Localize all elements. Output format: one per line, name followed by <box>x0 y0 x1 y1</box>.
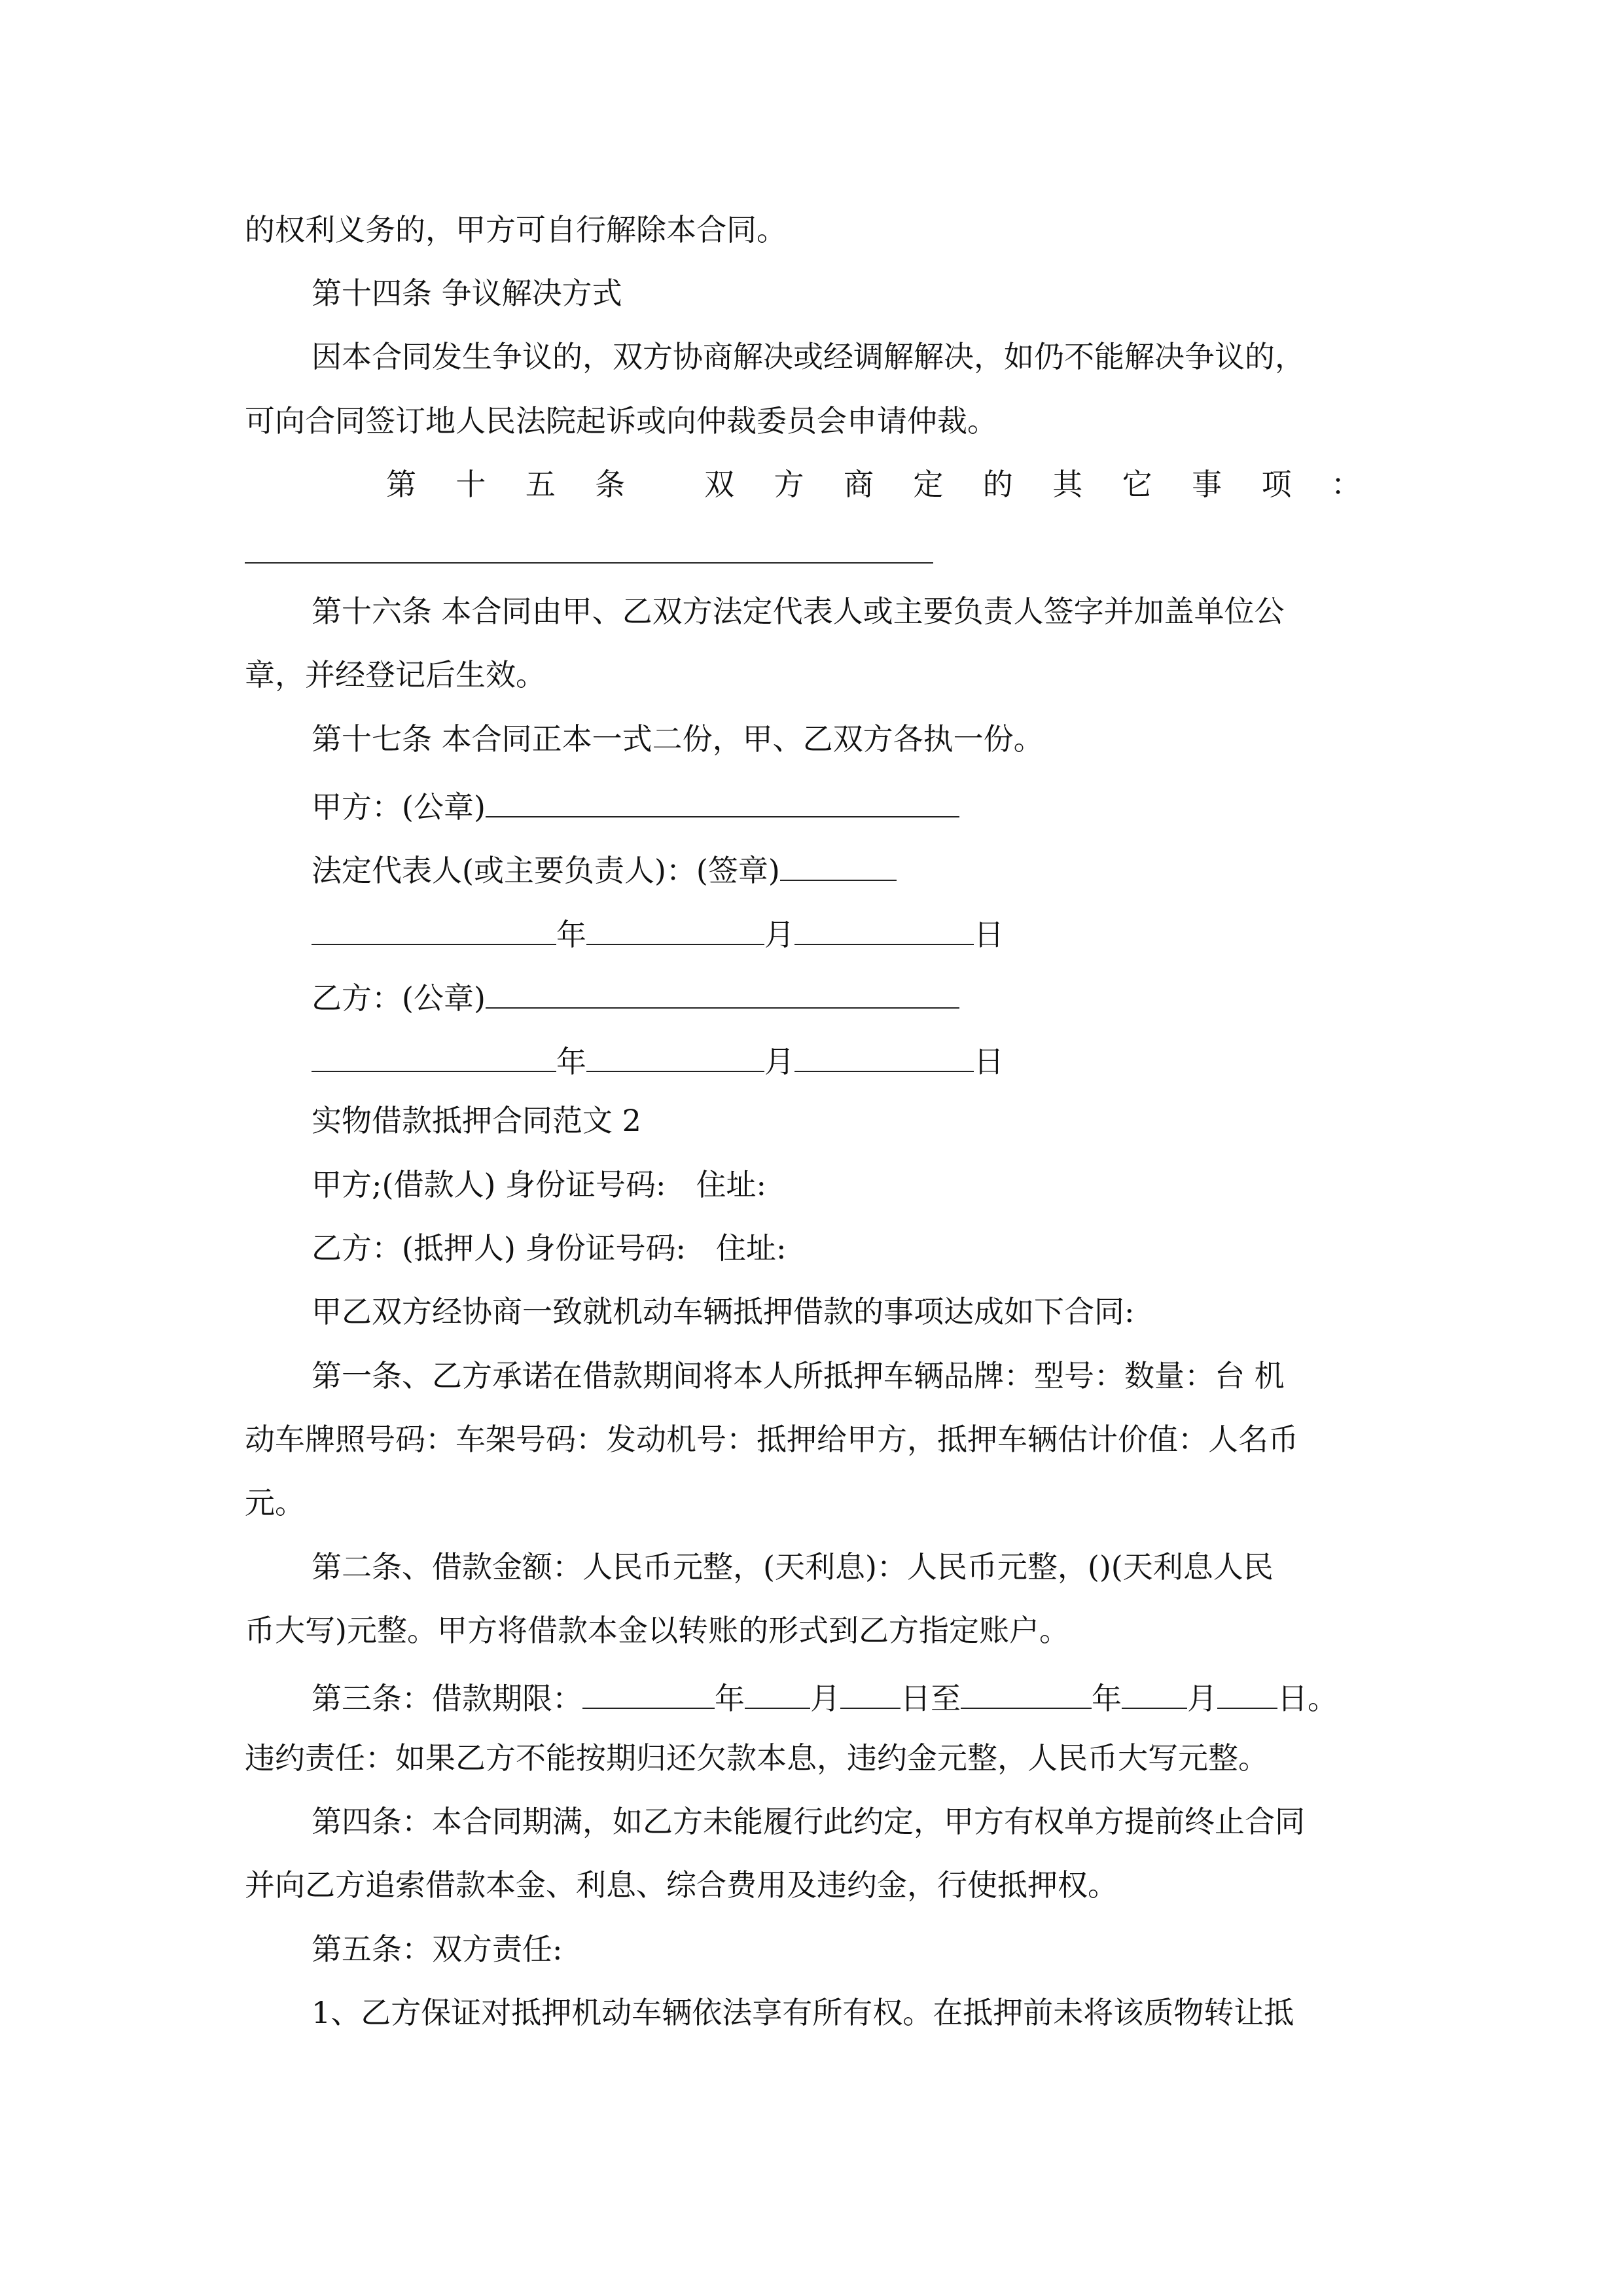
month-label: 月 <box>764 917 794 952</box>
paragraph-line: 甲乙双方经协商一致就机动车辆抵押借款的事项达成如下合同: <box>312 1294 1135 1329</box>
year-label: 年 <box>1092 1681 1122 1716</box>
paragraph-line: 第十六条 本合同由甲、乙双方法定代表人或主要负责人签字并加盖单位公 <box>312 594 1285 629</box>
paragraph-line: 可向合同签订地人民法院起诉或向仲裁委员会申请仲裁。 <box>245 403 997 439</box>
party-b-info: 乙方：(抵押人) 身份证号码: 住址: <box>312 1230 787 1266</box>
end-month-blank[interactable] <box>1122 1679 1187 1709</box>
blank-rule <box>245 562 933 564</box>
heading-char: 其 <box>1052 467 1083 502</box>
section-title: 实物借款抵押合同范文 2 <box>312 1103 641 1138</box>
start-year-blank[interactable] <box>582 1679 715 1709</box>
loan-term-label: 第三条：借款期限： <box>312 1681 582 1716</box>
heading-char: 方 <box>774 467 804 502</box>
article-5-heading: 第五条：双方责任: <box>312 1931 563 1967</box>
month-blank[interactable] <box>586 915 764 945</box>
paragraph-line: 章，并经登记后生效。 <box>245 657 546 692</box>
day-to-label: 日至 <box>901 1681 961 1716</box>
heading-char: 它 <box>1122 467 1152 502</box>
legal-rep-label: 法定代表人(或主要负责人)：(签章) <box>312 853 780 888</box>
paragraph-line: 动车牌照号码：车架号码：发动机号：抵押给甲方，抵押车辆估计价值：人名币 <box>245 1422 1298 1457</box>
paragraph-line: 并向乙方追索借款本金、利息、综合费用及违约金，行使抵押权。 <box>245 1867 1118 1903</box>
day-end-label: 日。 <box>1277 1681 1338 1716</box>
article-14-heading: 第十四条 争议解决方式 <box>312 276 622 311</box>
month-label: 月 <box>810 1681 840 1716</box>
start-month-blank[interactable] <box>745 1679 810 1709</box>
paragraph-line: 违约责任：如果乙方不能按期归还欠款本息，违约金元整，人民币大写元整。 <box>245 1740 1268 1776</box>
day-blank[interactable] <box>794 1042 974 1072</box>
heading-char: ： <box>1330 467 1361 502</box>
date-line-2 <box>312 1042 1004 1077</box>
year-label: 年 <box>556 1044 586 1079</box>
year-blank[interactable] <box>312 1042 556 1072</box>
article-1-line: 第一条、乙方承诺在借款期间将本人所抵押车辆品牌：型号：数量：台 机 <box>312 1358 1285 1393</box>
heading-char: 商 <box>843 467 874 502</box>
heading-char: 定 <box>913 467 944 502</box>
party-b-seal-blank[interactable] <box>486 978 959 1009</box>
year-blank[interactable] <box>312 915 556 945</box>
paragraph-line: 币大写)元整。甲方将借款本金以转账的形式到乙方指定账户。 <box>245 1613 1069 1648</box>
paragraph-line: 元。 <box>245 1485 305 1520</box>
article-4-line: 第四条：本合同期满，如乙方未能履行此约定，甲方有权单方提前终止合同 <box>312 1804 1305 1839</box>
paragraph-line: 因本合同发生争议的，双方协商解决或经调解解决，如仍不能解决争议的， <box>312 339 1305 374</box>
paragraph-line: 第十七条 本合同正本一式二份，甲、乙双方各执一份。 <box>312 721 1044 757</box>
legal-rep-signature-blank[interactable] <box>780 851 897 881</box>
start-day-blank[interactable] <box>840 1679 901 1709</box>
end-day-blank[interactable] <box>1217 1679 1277 1709</box>
legal-rep-line <box>312 851 897 886</box>
paragraph-line: 1、乙方保证对抵押机动车辆依法享有所有权。在抵押前未将该质物转让抵 <box>312 1995 1294 2030</box>
year-label: 年 <box>715 1681 745 1716</box>
party-a-seal-line <box>312 787 959 825</box>
heading-char: 十 <box>455 467 486 502</box>
heading-char: 项 <box>1261 467 1292 502</box>
day-label: 日 <box>974 1044 1004 1079</box>
heading-char: 事 <box>1192 467 1222 502</box>
heading-char: 第 <box>386 467 416 502</box>
heading-char: 双 <box>704 467 735 502</box>
article-15-heading <box>386 467 1361 502</box>
date-line-1 <box>312 915 1004 950</box>
heading-char: 条 <box>595 467 626 502</box>
heading-char: 五 <box>525 467 556 502</box>
party-a-seal-blank[interactable] <box>486 787 959 817</box>
month-label: 月 <box>1187 1681 1217 1716</box>
article-3-line <box>312 1679 1338 1716</box>
article-2-line: 第二条、借款金额：人民币元整，(天利息)：人民币元整，()(天利息人民 <box>312 1549 1274 1585</box>
party-b-seal-label: 乙方：(公章) <box>312 980 486 1016</box>
heading-char: 的 <box>982 467 1013 502</box>
paragraph-line: 的权利义务的，甲方可自行解除本合同。 <box>245 212 787 247</box>
party-b-seal-line <box>312 978 959 1016</box>
day-label: 日 <box>974 917 1004 952</box>
month-label: 月 <box>764 1044 794 1079</box>
party-a-seal-label: 甲方：(公章) <box>312 789 486 825</box>
party-a-info: 甲方;(借款人) 身份证号码: 住址: <box>312 1167 767 1202</box>
month-blank[interactable] <box>586 1042 764 1072</box>
year-label: 年 <box>556 917 586 952</box>
day-blank[interactable] <box>794 915 974 945</box>
end-year-blank[interactable] <box>961 1679 1092 1709</box>
